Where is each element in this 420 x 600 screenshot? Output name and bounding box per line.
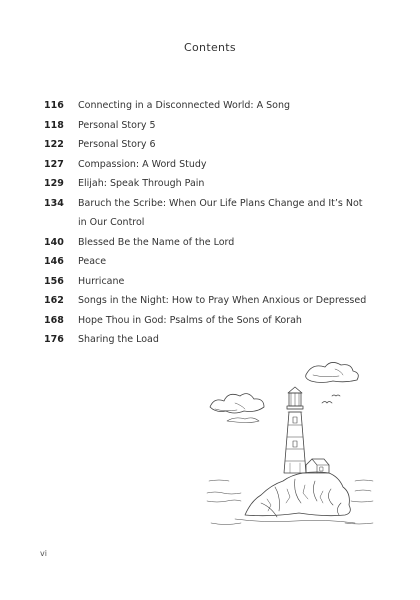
toc-entry[interactable]	[44, 155, 374, 175]
toc-page-number: 156	[44, 275, 64, 287]
toc-page-number: 134	[44, 197, 64, 209]
toc-title: Blessed Be the Name of the Lord	[78, 236, 235, 248]
toc-page-number: 118	[44, 119, 64, 131]
toc-entry[interactable]	[44, 135, 374, 155]
toc-entry[interactable]	[44, 291, 374, 311]
toc-title: Connecting in a Disconnected World: A Song	[78, 100, 291, 111]
cloud-mid	[227, 418, 259, 423]
toc-entry[interactable]	[44, 233, 374, 253]
toc-title: Personal Story 5	[78, 119, 156, 131]
toc-entry[interactable]	[44, 194, 374, 233]
toc-entry[interactable]	[44, 311, 374, 331]
toc-title: Elijah: Speak Through Pain	[78, 178, 205, 189]
toc-entry[interactable]	[44, 174, 374, 194]
keeper-house	[306, 459, 329, 473]
toc-title: Hope Thou in God: Psalms of the Sons of Korah	[78, 314, 302, 326]
toc-title: Compassion: A Word Study	[78, 158, 207, 170]
lighthouse-illustration	[205, 355, 380, 530]
toc-page-number: 176	[44, 334, 64, 345]
toc-page-number: 116	[44, 100, 64, 111]
toc-entry[interactable]	[44, 252, 374, 272]
toc-page-number: 168	[44, 314, 64, 326]
toc-entry[interactable]	[44, 96, 374, 116]
toc-page-number: 122	[44, 139, 64, 150]
toc-page-number: 162	[44, 295, 64, 306]
toc-page-number: 140	[44, 236, 64, 248]
toc-page-number: 146	[44, 256, 64, 267]
page-number: vi	[40, 549, 47, 558]
lighthouse-tower	[284, 412, 306, 473]
lighthouse-lamp	[288, 387, 302, 393]
toc-title: Songs in the Night: How to Pray When Anxious or Depressed	[78, 295, 367, 306]
toc-title: Sharing the Load	[78, 334, 159, 345]
toc-entry[interactable]	[44, 272, 374, 292]
table-of-contents	[44, 96, 374, 350]
rock-cliff	[245, 472, 350, 516]
page-title: Contents	[184, 41, 236, 54]
toc-title: Hurricane	[78, 275, 125, 287]
toc-page-number: 129	[44, 178, 64, 189]
toc-title: Peace	[78, 256, 107, 267]
bird-icon	[322, 402, 332, 404]
bird-icon	[332, 395, 340, 396]
toc-entry[interactable]	[44, 116, 374, 136]
toc-page-number: 127	[44, 158, 64, 170]
sea	[207, 480, 373, 525]
cloud-right	[306, 362, 359, 382]
toc-entry[interactable]	[44, 330, 374, 350]
toc-title: Personal Story 6	[78, 139, 156, 150]
toc-title: Baruch the Scribe: When Our Life Plans Change and It’s Not in Our Control	[78, 197, 363, 228]
